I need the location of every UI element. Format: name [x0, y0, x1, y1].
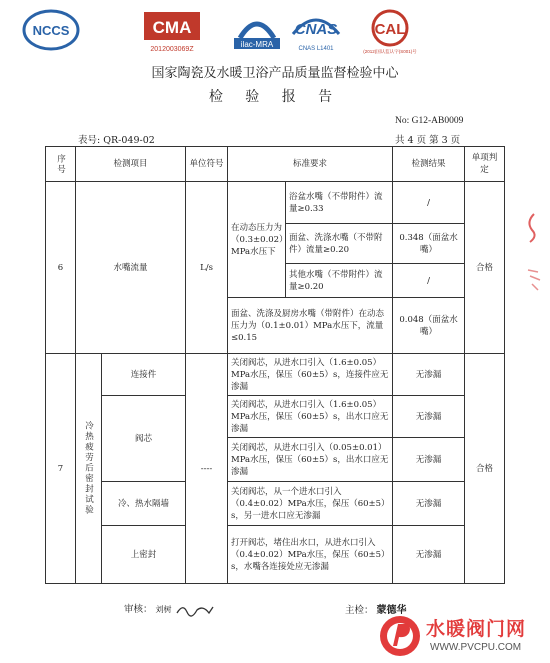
- report-number: No: G12-AB0009: [395, 116, 464, 126]
- lead-label: 主检：: [345, 605, 374, 616]
- row7-sub3-result: 无渗漏: [393, 438, 465, 482]
- row7-sub2-item: 阀芯: [102, 396, 186, 482]
- table-row: [46, 526, 505, 584]
- cnas-number: CNAS L1401: [298, 46, 334, 52]
- row6-sub3-req: 其他水嘴（不带附件）流量≥0.20: [286, 264, 393, 298]
- form-number: 表号: QR-049-02: [78, 135, 155, 146]
- row7-sub1-result: 无渗漏: [393, 354, 465, 396]
- cal-logo: [360, 8, 420, 56]
- row7-sub2-result: 无渗漏: [393, 396, 465, 438]
- row6-number: 6: [46, 182, 76, 354]
- watermark-text: 水暖阀门网: [426, 618, 527, 640]
- row6-last-result: 0.048（面盆水嘴）: [393, 298, 465, 354]
- lead-name: 蒙德华: [376, 605, 407, 616]
- header-result: 检测结果: [393, 147, 465, 182]
- site-watermark: [374, 608, 550, 663]
- row7-sub3-req: 关闭阀芯，从进水口引入（0.05±0.01）MPa水压，保压（60±5）s，出水口应无渗漏: [228, 438, 393, 482]
- row7-verdict: 合格: [465, 354, 505, 584]
- table-row: [46, 396, 505, 438]
- header-verdict: 单项判定: [465, 147, 505, 182]
- table-header-row: [46, 147, 505, 182]
- table-row: [46, 482, 505, 526]
- header-no: 序号: [46, 147, 76, 182]
- row7-sub5-item: 上密封: [102, 526, 186, 584]
- row6-sub2-result: 0.348（面盆水嘴）: [393, 224, 465, 264]
- row6-verdict: 合格: [465, 182, 505, 354]
- table-row: [46, 182, 505, 224]
- row6-item: 水嘴流量: [76, 182, 186, 354]
- cma-logo: [141, 8, 203, 54]
- ncss-logo: [22, 8, 80, 52]
- center-title: 国家陶瓷及水暖卫浴产品质量监督检验中心: [151, 66, 399, 81]
- header-requirement: 标准要求: [228, 147, 393, 182]
- row7-sub2-req: 关闭阀芯，从进水口引入（1.6±0.05）MPa水压，保压（60±5）s，出水口应无渗漏: [228, 396, 393, 438]
- signature-scribble-icon: [175, 603, 215, 617]
- row7-sub5-result: 无渗漏: [393, 526, 465, 584]
- certification-logos: [0, 8, 550, 56]
- row7-sub5-req: 打开阀芯，堵住出水口，从进水口引入（0.4±0.02）MPa水压，保压（60±5）s，水嘴各连接处应无渗漏: [228, 526, 393, 584]
- row6-sub1-result: /: [393, 182, 465, 224]
- svg-text:CNAS: CNAS: [294, 21, 338, 38]
- cal-number: (2012)国认监认字(S001)号: [363, 49, 417, 54]
- row7-unit: ----: [186, 354, 228, 584]
- row7-sub4-item: 冷、热水隔墙: [102, 482, 186, 526]
- audit-signature: [124, 601, 215, 617]
- row7-sub1-req: 关闭阀芯，从进水口引入（1.6±0.05）MPa水压，保压（60±5）s，连接件应无渗漏: [228, 354, 393, 396]
- svg-text:NCCS: NCCS: [32, 23, 70, 38]
- table-row: [46, 354, 505, 396]
- row7-sub1-item: 连接件: [102, 354, 186, 396]
- seal-stamp-fragment-icon: [522, 210, 544, 300]
- row7-sub4-req: 关闭阀芯，从一个进水口引入（0.4±0.02）MPa水压，保压（60±5）s，另一进水口应无渗漏: [228, 482, 393, 526]
- page-count: 共 4 页 第 3 页: [395, 135, 461, 146]
- audit-label: 审核：: [124, 604, 153, 615]
- row6-condition: 在动态压力为（0.3±0.02）MPa水压下: [228, 182, 286, 298]
- svg-text:CMA: CMA: [152, 18, 192, 37]
- ilac-mra-logo: [230, 8, 284, 54]
- row6-sub2-req: 面盆、洗涤水嘴（不带附件）流量≥0.20: [286, 224, 393, 264]
- cma-number: 2012003069Z: [150, 46, 194, 53]
- header-item: 检测项目: [76, 147, 186, 182]
- watermark-url: WWW.PVCPU.COM: [430, 642, 522, 653]
- header-unit: 单位符号: [186, 147, 228, 182]
- svg-text:ilac-MRA: ilac-MRA: [240, 40, 274, 49]
- row6-sub1-req: 浴盆水嘴（不带附件）流量≥0.33: [286, 182, 393, 224]
- row6-last-req: 面盆、洗涤及厨房水嘴（带附件）在动态压力为（0.1±0.01）MPa水压下，流量≤0.15: [228, 298, 393, 354]
- svg-text:CAL: CAL: [374, 21, 406, 38]
- row7-group: 冷热疲劳后密封试验: [76, 354, 102, 584]
- inspection-table: [45, 146, 505, 584]
- cnas-logo: [285, 8, 347, 54]
- row6-sub3-result: /: [393, 264, 465, 298]
- row6-unit: L/s: [186, 182, 228, 354]
- row7-sub4-result: 无渗漏: [393, 482, 465, 526]
- row7-number: 7: [46, 354, 76, 584]
- watermark-logo-icon: [376, 612, 424, 660]
- audit-name: 刘树: [155, 605, 172, 614]
- report-title: 检 验 报 告: [208, 89, 342, 105]
